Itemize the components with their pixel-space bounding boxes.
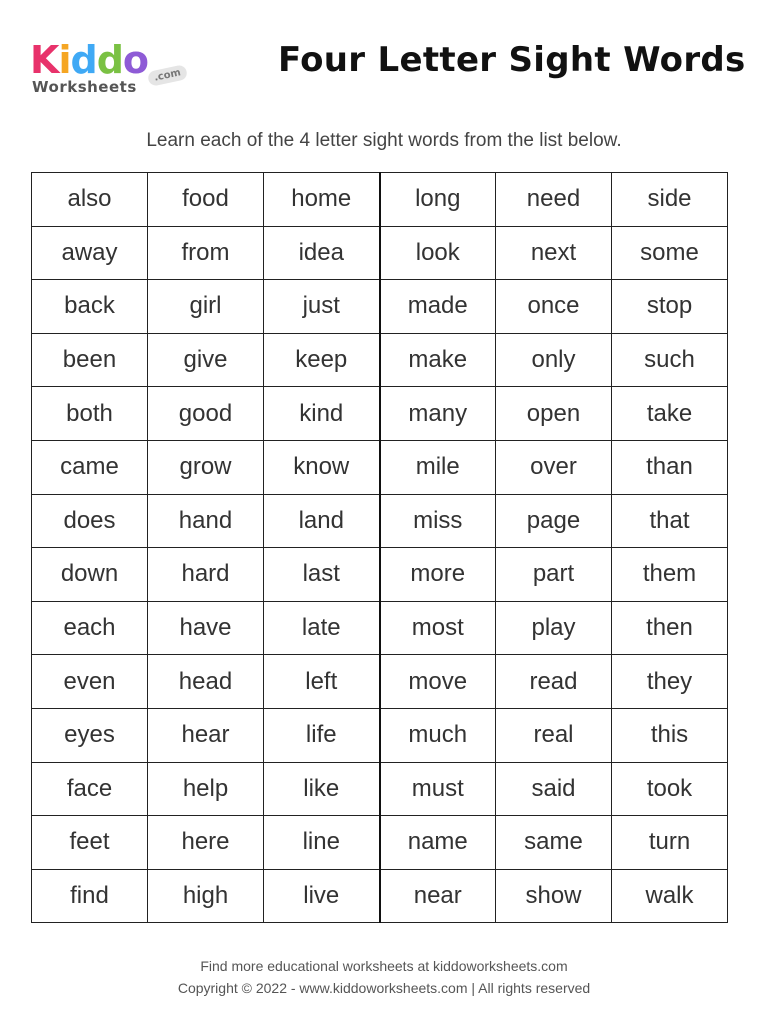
word-cell: real — [496, 708, 612, 762]
word-cell: both — [32, 387, 148, 441]
word-cell: show — [496, 869, 612, 923]
word-cell: same — [496, 816, 612, 870]
word-cell: need — [496, 173, 612, 227]
word-cell: look — [380, 226, 496, 280]
word-cell: stop — [612, 280, 728, 334]
word-cell: down — [32, 548, 148, 602]
word-cell: some — [612, 226, 728, 280]
word-cell: most — [380, 601, 496, 655]
word-cell: life — [264, 708, 380, 762]
word-cell: name — [380, 816, 496, 870]
word-cell: play — [496, 601, 612, 655]
word-cell: land — [264, 494, 380, 548]
word-cell: find — [32, 869, 148, 923]
word-cell: hand — [148, 494, 264, 548]
word-cell: face — [32, 762, 148, 816]
word-cell: said — [496, 762, 612, 816]
word-cell: been — [32, 333, 148, 387]
word-cell: such — [612, 333, 728, 387]
word-cell: from — [148, 226, 264, 280]
logo-letter: d — [96, 38, 123, 82]
word-cell: live — [264, 869, 380, 923]
logo-letter: o — [122, 38, 148, 82]
table-row — [32, 708, 728, 762]
word-cell: turn — [612, 816, 728, 870]
word-cell: does — [32, 494, 148, 548]
word-cell: that — [612, 494, 728, 548]
footer-copyright: Copyright © 2022 - www.kiddoworksheets.com | All rights reserved — [177, 980, 591, 996]
word-cell: eyes — [32, 708, 148, 762]
word-cell: this — [612, 708, 728, 762]
logo-subtitle: Worksheets — [32, 78, 137, 96]
word-cell: kind — [264, 387, 380, 441]
word-cell: move — [380, 655, 496, 709]
word-cell: give — [148, 333, 264, 387]
word-cell: made — [380, 280, 496, 334]
word-cell: food — [148, 173, 264, 227]
word-cell: make — [380, 333, 496, 387]
word-cell: near — [380, 869, 496, 923]
table-row — [32, 816, 728, 870]
word-cell: idea — [264, 226, 380, 280]
word-cell: next — [496, 226, 612, 280]
table-row — [32, 601, 728, 655]
word-cell: them — [612, 548, 728, 602]
word-cell: away — [32, 226, 148, 280]
page-instructions: Learn each of the 4 letter sight words from the list below. — [146, 130, 622, 151]
word-cell: also — [32, 173, 148, 227]
word-cell: here — [148, 816, 264, 870]
word-cell: hard — [148, 548, 264, 602]
table-row — [32, 762, 728, 816]
page-title: Four Letter Sight Words — [278, 40, 746, 80]
word-cell: feet — [32, 816, 148, 870]
word-cell: last — [264, 548, 380, 602]
word-cell: grow — [148, 440, 264, 494]
logo-com-badge: .com — [147, 64, 188, 87]
word-cell: open — [496, 387, 612, 441]
word-cell: than — [612, 440, 728, 494]
word-cell: miss — [380, 494, 496, 548]
word-cell: home — [264, 173, 380, 227]
word-cell: keep — [264, 333, 380, 387]
word-cell: must — [380, 762, 496, 816]
logo-letter: K — [30, 38, 59, 82]
word-cell: only — [496, 333, 612, 387]
word-cell: late — [264, 601, 380, 655]
word-cell: hear — [148, 708, 264, 762]
word-cell: line — [264, 816, 380, 870]
word-cell: even — [32, 655, 148, 709]
word-cell: mile — [380, 440, 496, 494]
word-cell: have — [148, 601, 264, 655]
sight-words-table — [31, 172, 728, 923]
word-cell: page — [496, 494, 612, 548]
table-row — [32, 494, 728, 548]
logo-letter: d — [70, 38, 97, 82]
table-row — [32, 280, 728, 334]
word-cell: good — [148, 387, 264, 441]
footer-promo: Find more educational worksheets at kiddoworksheets.com — [200, 958, 568, 974]
word-cell: high — [148, 869, 264, 923]
logo-wordmark — [30, 38, 148, 82]
word-cell: like — [264, 762, 380, 816]
table-row — [32, 387, 728, 441]
word-cell: left — [264, 655, 380, 709]
table-row — [32, 226, 728, 280]
word-cell: each — [32, 601, 148, 655]
word-cell: part — [496, 548, 612, 602]
word-cell: over — [496, 440, 612, 494]
word-cell: took — [612, 762, 728, 816]
word-cell: back — [32, 280, 148, 334]
word-cell: girl — [148, 280, 264, 334]
table-row — [32, 869, 728, 923]
word-cell: head — [148, 655, 264, 709]
word-cell: side — [612, 173, 728, 227]
table-row — [32, 173, 728, 227]
word-cell: came — [32, 440, 148, 494]
table-row — [32, 655, 728, 709]
logo — [30, 38, 200, 98]
word-cell: read — [496, 655, 612, 709]
word-cell: many — [380, 387, 496, 441]
word-cell: then — [612, 601, 728, 655]
word-cell: they — [612, 655, 728, 709]
word-cell: just — [264, 280, 380, 334]
word-cell: more — [380, 548, 496, 602]
word-cell: walk — [612, 869, 728, 923]
table-row — [32, 333, 728, 387]
word-cell: much — [380, 708, 496, 762]
word-cell: help — [148, 762, 264, 816]
table-row — [32, 548, 728, 602]
logo-letter: i — [58, 38, 71, 82]
word-cell: know — [264, 440, 380, 494]
word-cell: take — [612, 387, 728, 441]
table-row — [32, 440, 728, 494]
word-cell: once — [496, 280, 612, 334]
word-cell: long — [380, 173, 496, 227]
